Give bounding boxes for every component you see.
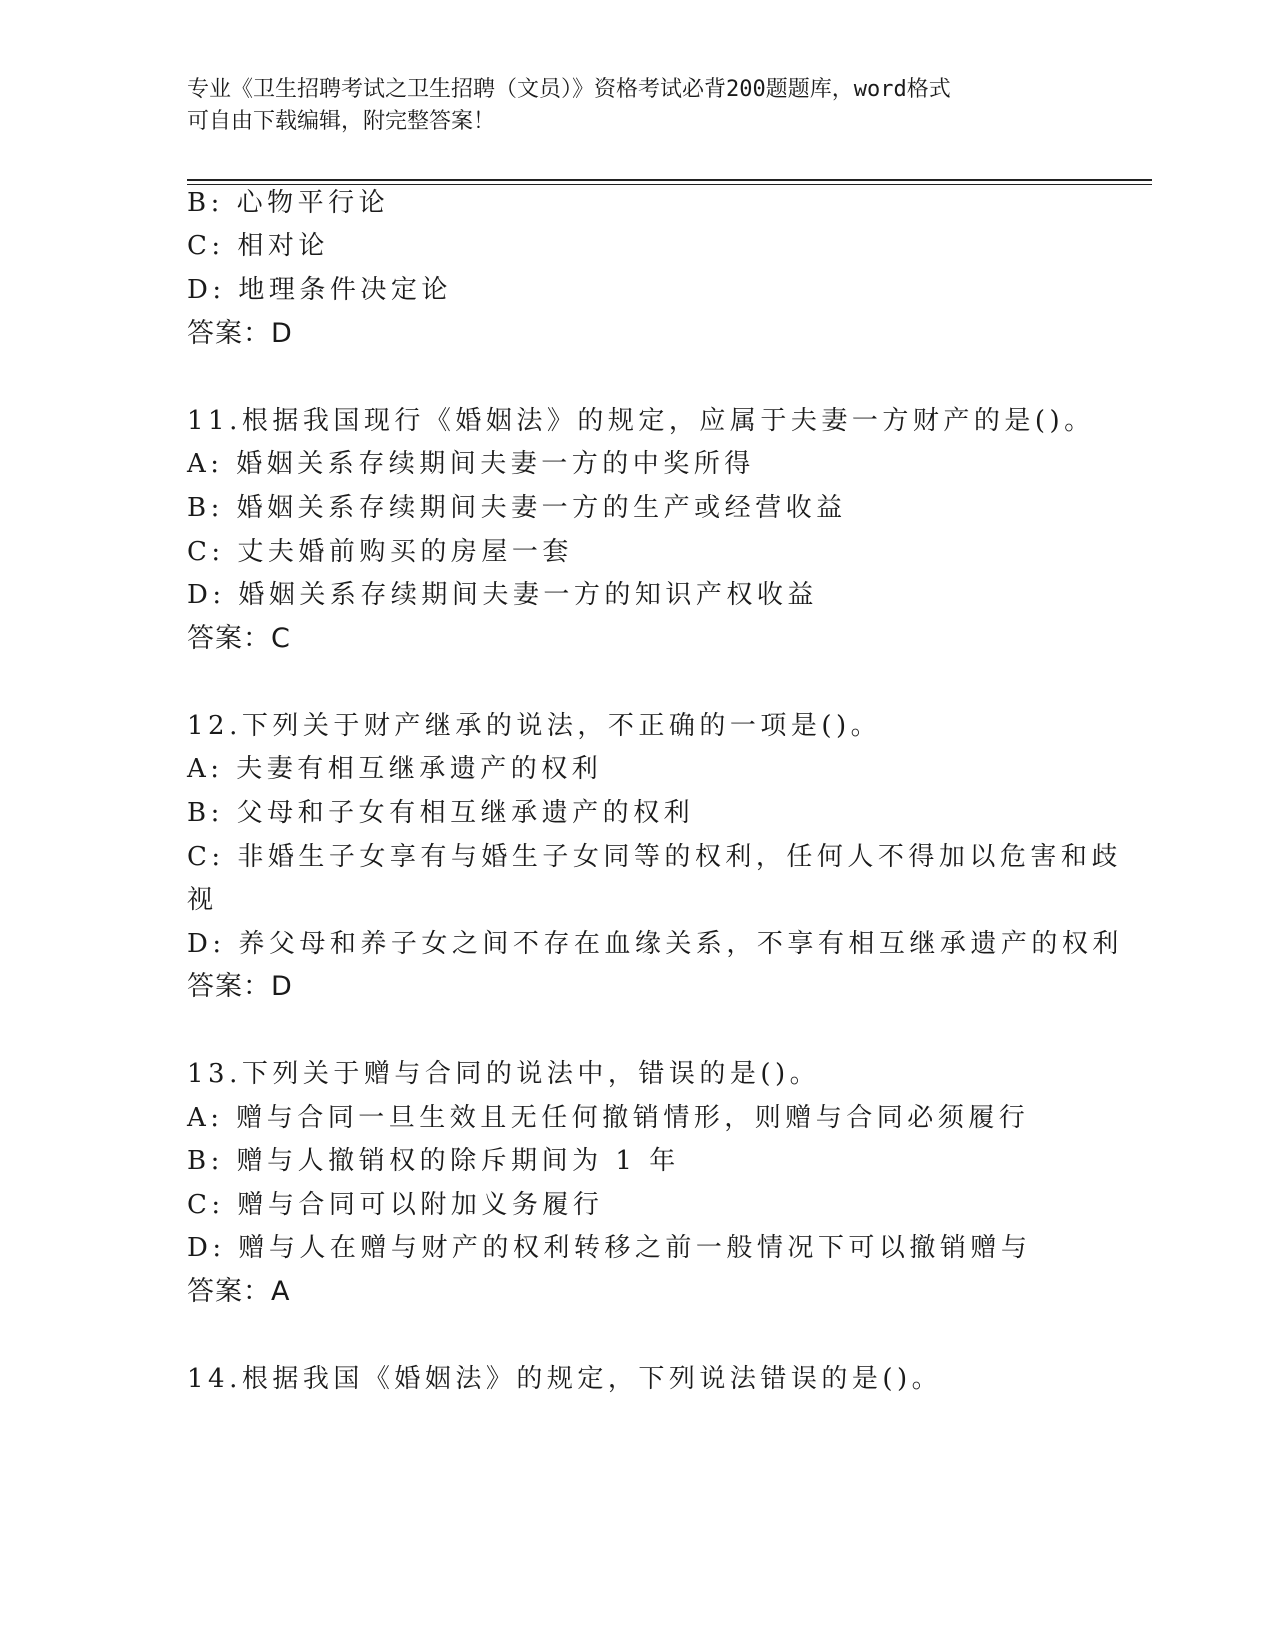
header-divider-thin — [187, 184, 1152, 185]
q10-option-c: C: 相对论 — [187, 231, 329, 261]
q14-question: 14.根据我国《婚姻法》的规定，下列说法错误的是()。 — [187, 1364, 943, 1394]
q11-option-a: A: 婚姻关系存续期间夫妻一方的中奖所得 — [187, 449, 755, 479]
q10-answer: 答案：D — [187, 318, 293, 349]
q13-option-a: A: 赠与合同一旦生效且无任何撤销情形，则赠与合同必须履行 — [187, 1103, 1030, 1133]
q11-option-b: B: 婚姻关系存续期间夫妻一方的生产或经营收益 — [187, 493, 847, 523]
q10-option-b: B: 心物平行论 — [187, 188, 390, 218]
document-header — [187, 74, 1087, 138]
q12-option-a: A: 夫妻有相互继承遗产的权利 — [187, 754, 603, 784]
q12-option-b: B: 父母和子女有相互继承遗产的权利 — [187, 798, 695, 828]
q13-option-c: C: 赠与合同可以附加义务履行 — [187, 1190, 604, 1220]
header-title-line-2: 可自由下载编辑，附完整答案！ — [187, 109, 496, 134]
q11-option-c: C: 丈夫婚前购买的房屋一套 — [187, 537, 573, 567]
q12-question: 12.下列关于财产继承的说法，不正确的一项是()。 — [187, 711, 882, 741]
q11-answer: 答案：C — [187, 623, 291, 654]
header-divider-thick — [187, 179, 1152, 181]
q11-option-d: D: 婚姻关系存续期间夫妻一方的知识产权收益 — [187, 580, 818, 610]
header-title-line-1: 专业《卫生招聘考试之卫生招聘（文员）》资格考试必背200题题库，word格式 — [187, 77, 951, 102]
q12-option-d: D: 养父母和养子女之间不存在血缘关系，不享有相互继承遗产的权利 — [187, 929, 1123, 959]
q11-question: 11.根据我国现行《婚姻法》的规定，应属于夫妻一方财产的是()。 — [187, 406, 1095, 436]
q13-answer: 答案：A — [187, 1276, 291, 1307]
q10-option-d: D: 地理条件决定论 — [187, 275, 452, 305]
q13-question: 13.下列关于赠与合同的说法中，错误的是()。 — [187, 1059, 821, 1089]
q13-option-b: B: 赠与人撤销权的除斥期间为 1 年 — [187, 1146, 680, 1176]
q12-option-c-line-1: C: 非婚生子女享有与婚生子女同等的权利，任何人不得加以危害和歧 — [187, 842, 1122, 872]
q12-answer: 答案：D — [187, 971, 293, 1002]
q13-option-d: D: 赠与人在赠与财产的权利转移之前一般情况下可以撤销赠与 — [187, 1233, 1032, 1263]
q12-option-c-line-2: 视 — [187, 885, 218, 915]
